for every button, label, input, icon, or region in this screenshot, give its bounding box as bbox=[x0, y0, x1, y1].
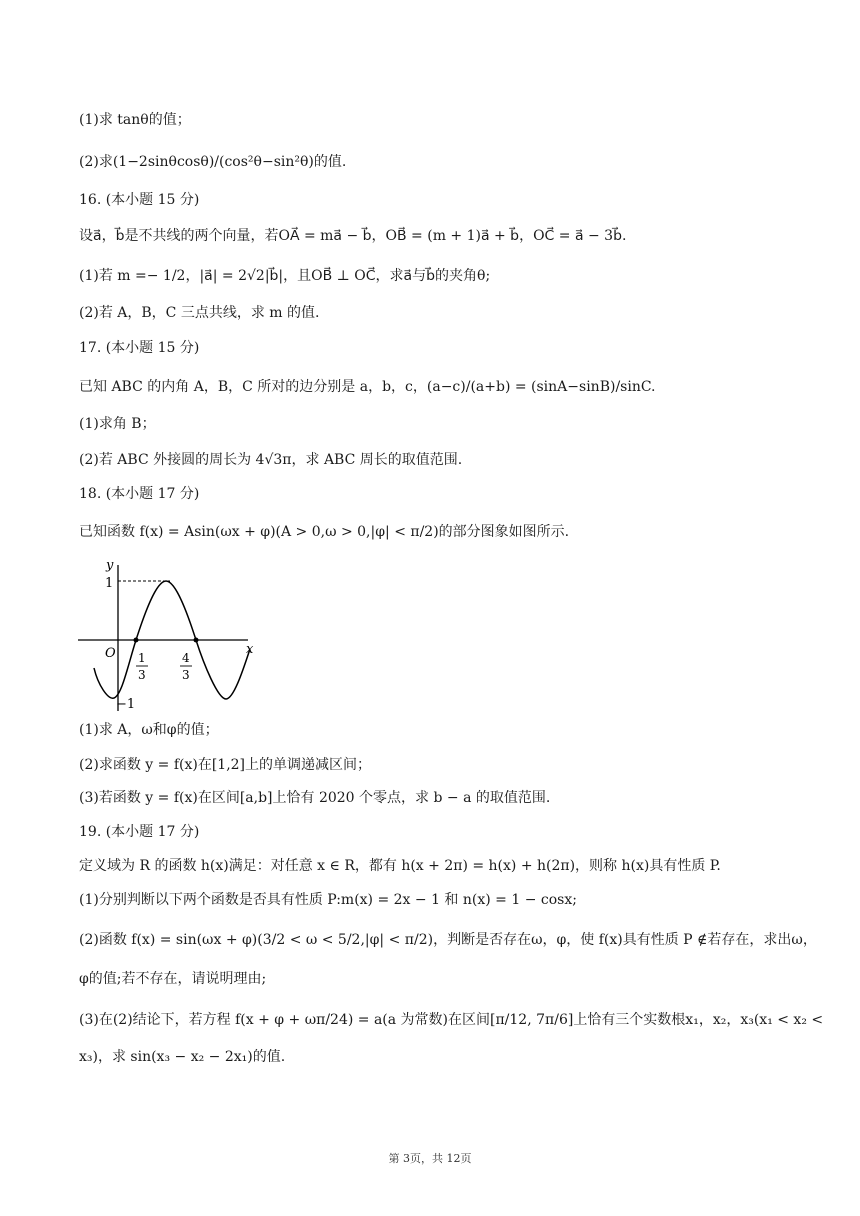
q16-header: 16. (本小题 15 分) bbox=[79, 192, 200, 208]
q19-part1: (1)分别判断以下两个函数是否具有性质 P:m(x) = 2x − 1 和 n(x) = 1 − cosx; bbox=[79, 892, 577, 908]
q18-part3: (3)若函数 y = f(x)在区间[a,b]上恰有 2020 个零点，求 b − a 的取值范围. bbox=[79, 790, 551, 806]
q17-part1: (1)求角 B； bbox=[79, 416, 156, 432]
y-max-label: 1 bbox=[105, 576, 114, 591]
y-axis-label: y bbox=[106, 558, 114, 573]
q19-part2-cont: φ的值;若不存在，请说明理由; bbox=[79, 971, 267, 987]
q17-stem: 已知 ABC 的内角 A，B，C 所对的边分别是 a，b，c，(a−c)/(a+b) = (sinA−sinB)/sinC. bbox=[79, 379, 656, 395]
q19-part3-cont: x₃)，求 sin(x₃ − x₂ − 2x₁)的值. bbox=[79, 1049, 286, 1065]
zero-point-2 bbox=[194, 638, 199, 643]
zero-point-1 bbox=[134, 638, 139, 643]
q19-stem: 定义域为 R 的函数 h(x)满足：对任意 x ∈ R，都有 h(x + 2π) = h(x) + h(2π)，则称 h(x)具有性质 P. bbox=[79, 858, 721, 874]
x-axis-label: x bbox=[246, 642, 254, 657]
tick2-numerator: 4 bbox=[182, 651, 190, 665]
q16-stem: 设a⃗，b⃗是不共线的两个向量，若OA⃗ = ma⃗ − b⃗，OB⃗ = (m + 1)a⃗ + b⃗，OC⃗ = a⃗ − 3b⃗. bbox=[79, 228, 627, 244]
origin-label: O bbox=[105, 646, 116, 661]
q18-part2: (2)求函数 y = f(x)在[1,2]上的单调递减区间； bbox=[79, 757, 372, 773]
tick1-numerator: 1 bbox=[138, 651, 146, 665]
tick1-denominator: 3 bbox=[138, 668, 146, 682]
page-footer: 第 3页，共 12页 bbox=[388, 1152, 472, 1165]
tick2-denominator: 3 bbox=[182, 668, 190, 682]
q17-header: 17. (本小题 15 分) bbox=[79, 340, 200, 356]
q19-part2: (2)函数 f(x) = sin(ωx + φ)(3/2 < ω < 5/2,|φ| < π/2)，判断是否存在ω，φ，使 f(x)具有性质 P ∉若存在，求出ω， bbox=[79, 932, 817, 948]
q19-part3: (3)在(2)结论下，若方程 f(x + φ + ωπ/24) = a(a 为常数)在区间[π/12, 7π/6]上恰有三个实数根x₁，x₂，x₃(x₁ < x₂ < bbox=[79, 1012, 824, 1028]
y-min-label: −1 bbox=[116, 697, 136, 712]
q16-part2: (2)若 A，B，C 三点共线，求 m 的值. bbox=[79, 305, 320, 321]
q15-part2: (2)求(1−2sinθcosθ)/(cos²θ−sin²θ)的值. bbox=[79, 154, 347, 170]
sine-graph-figure bbox=[78, 555, 260, 713]
q17-part2: (2)若 ABC 外接圆的周长为 4√3π，求 ABC 周长的取值范围. bbox=[79, 452, 463, 468]
q18-part1: (1)求 A，ω和φ的值； bbox=[79, 722, 219, 738]
q15-part1: (1)求 tanθ的值； bbox=[79, 112, 191, 128]
q18-header: 18. (本小题 17 分) bbox=[79, 486, 200, 502]
q19-header: 19. (本小题 17 分) bbox=[79, 824, 200, 840]
q18-stem: 已知函数 f(x) = Asin(ωx + φ)(A > 0,ω > 0,|φ| < π/2)的部分图象如图所示. bbox=[79, 524, 570, 540]
q16-part1: (1)若 m =− 1/2，|a⃗| = 2√2|b⃗|，且OB⃗ ⊥ OC⃗，求a⃗与b⃗的夹角θ; bbox=[79, 268, 491, 284]
